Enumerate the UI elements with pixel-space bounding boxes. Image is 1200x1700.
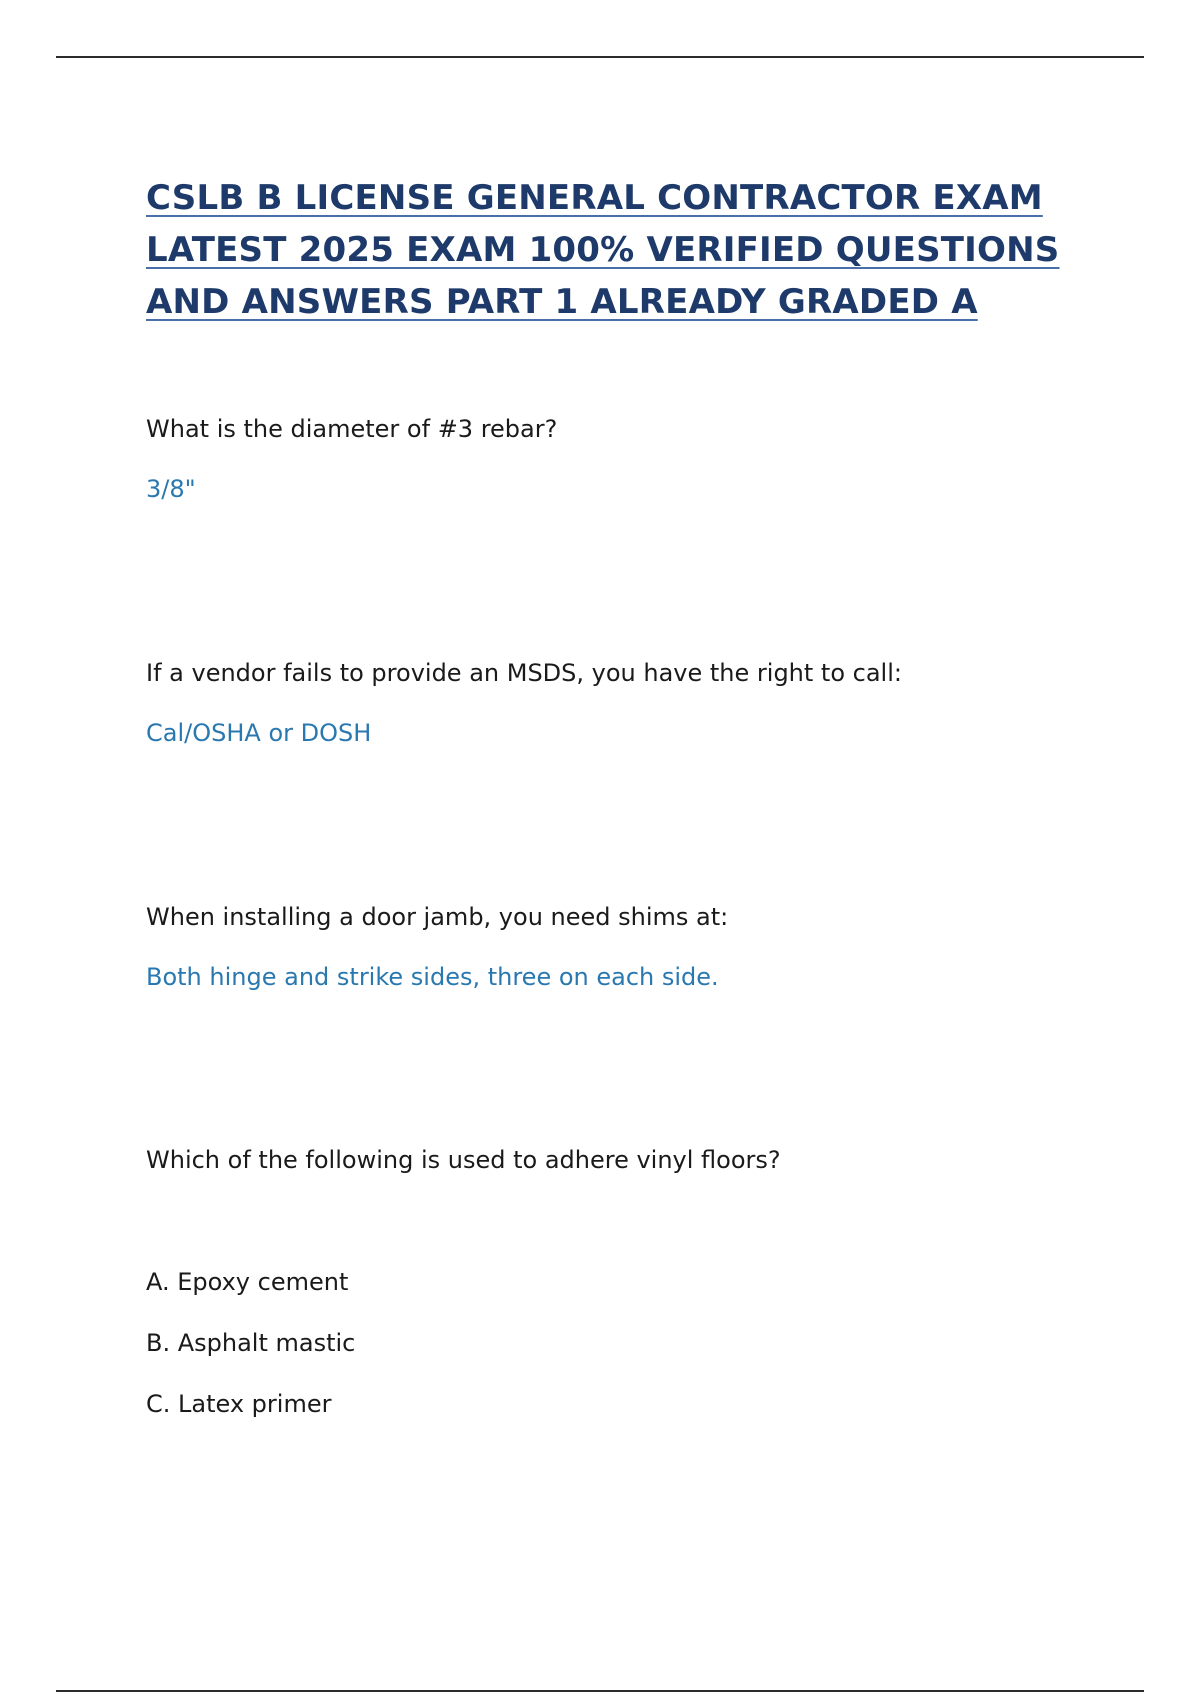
option-b: B. Asphalt mastic (146, 1329, 356, 1357)
qa-item-4 (146, 1144, 1106, 1418)
top-rule (56, 56, 1144, 58)
option-a: A. Epoxy cement (146, 1268, 349, 1296)
question-text: When installing a door jamb, you need shims at: (146, 903, 729, 931)
question-text: What is the diameter of #3 rebar? (146, 415, 558, 443)
qa-item-1 (146, 413, 1106, 503)
answer-text: 3/8" (146, 475, 196, 503)
qa-item-3 (146, 901, 1106, 991)
question-text: If a vendor fails to provide an MSDS, you have the right to call: (146, 659, 902, 687)
option-c: C. Latex primer (146, 1390, 332, 1418)
answer-text: Both hinge and strike sides, three on each side. (146, 963, 719, 991)
document-title: CSLB B LICENSE GENERAL CONTRACTOR EXAM LATEST 2025 EXAM 100% VERIFIED QUESTIONS AND ANSWERS PART 1 ALREADY GRADED A (146, 178, 1060, 322)
answer-options (146, 1266, 355, 1449)
answer-text: Cal/OSHA or DOSH (146, 719, 372, 747)
qa-item-2 (146, 657, 1106, 747)
bottom-rule (56, 1690, 1144, 1692)
question-text: Which of the following is used to adhere vinyl floors? (146, 1146, 781, 1174)
